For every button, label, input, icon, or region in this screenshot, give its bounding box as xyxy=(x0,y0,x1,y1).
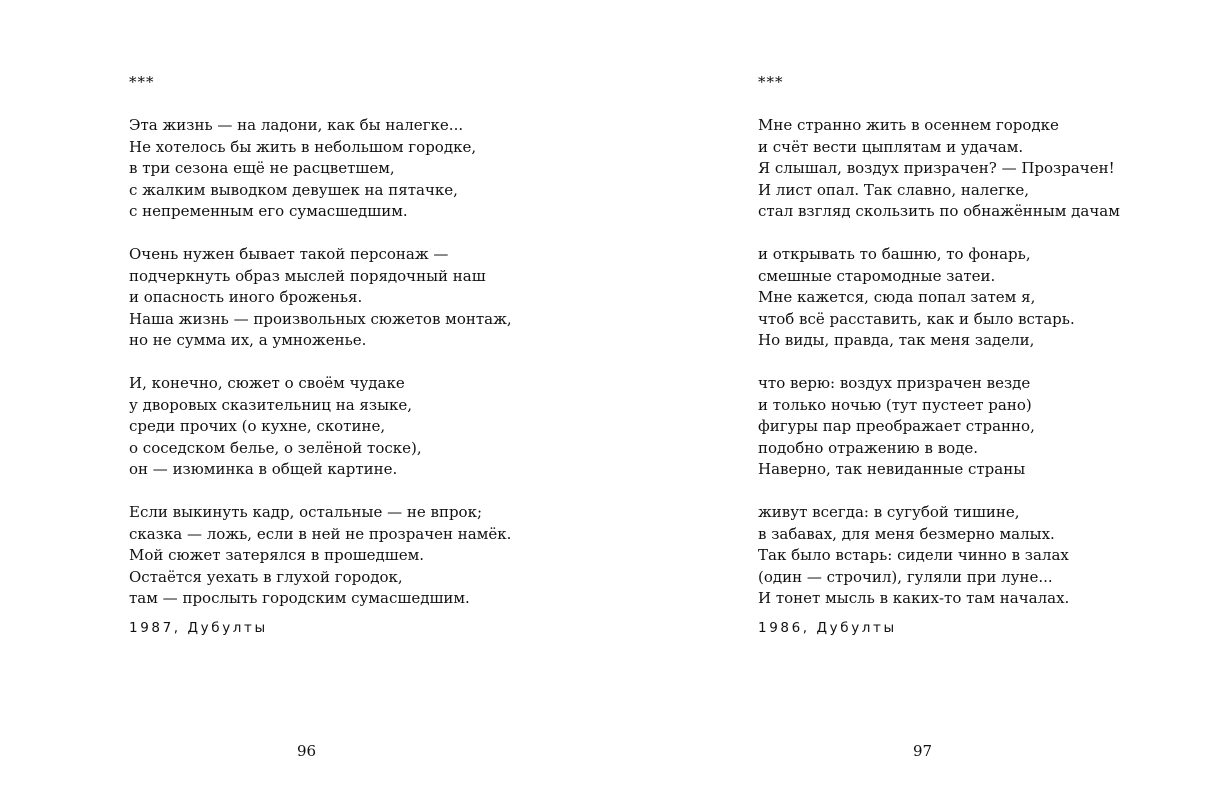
poem-line: Так было встарь: сидели чинно в залах xyxy=(758,546,1069,564)
stanza-1 xyxy=(129,115,512,223)
poem-line: среди прочих (о кухне, скотине, xyxy=(129,417,386,435)
poem-date-place: 1986, Дубулты xyxy=(758,620,897,636)
poem-line: Мой сюжет затерялся в прошедшем. xyxy=(129,546,425,564)
poem-line: что верю: воздух призрачен везде xyxy=(758,374,1031,392)
poem-line: фигуры пар преображает странно, xyxy=(758,417,1035,435)
poem-line: Мне странно жить в осеннем городке xyxy=(758,116,1059,134)
poem-line: Я слышал, воздух призрачен? — Прозрачен! xyxy=(758,159,1115,177)
poem-line: стал взгляд скользить по обнажённым дачам xyxy=(758,202,1120,220)
poem-line: в забавах, для меня безмерно малых. xyxy=(758,524,1055,543)
poem-line: Не хотелось бы жить в небольшом городке, xyxy=(129,137,477,156)
poem-line: с жалким выводком девушек на пятачке, xyxy=(129,180,458,199)
poem-line: И тонет мысль в каких-то там началах. xyxy=(758,589,1070,607)
poem-line: Мне кажется, сюда попал затем я, xyxy=(758,288,1036,306)
poem-left xyxy=(129,72,512,638)
page-number: 96 xyxy=(297,742,317,760)
poem-line: у дворовых сказительниц на языке, xyxy=(129,395,413,414)
stanza-4 xyxy=(758,502,1120,610)
poem-line: смешные старомодные затеи. xyxy=(758,266,996,285)
poem-line: чтоб всё расставить, как и было встарь. xyxy=(758,309,1075,328)
page-number: 97 xyxy=(913,742,933,760)
poem-line: Эта жизнь — на ладони, как бы налегке... xyxy=(129,116,464,134)
stanza-4 xyxy=(129,502,512,610)
poem-line: в три сезона ещё не расцветшем, xyxy=(129,159,395,177)
poem-line: он — изюминка в общей картине. xyxy=(129,460,398,478)
poem-separator: *** xyxy=(758,73,784,91)
poem-line: но не сумма их, а умноженье. xyxy=(129,331,367,349)
poem-line: и только ночью (тут пустеет рано) xyxy=(758,395,1032,414)
poem-line: И, конечно, сюжет о своём чудаке xyxy=(129,374,405,392)
poem-line: там — прослыть городским сумасшедшим. xyxy=(129,589,470,607)
poem-line: подобно отражению в воде. xyxy=(758,438,979,457)
poem-separator: *** xyxy=(129,73,155,91)
stanza-3 xyxy=(758,373,1120,481)
right-page xyxy=(615,0,1230,800)
poem-line: живут всегда: в сугубой тишине, xyxy=(758,503,1020,521)
poem-line: о соседском белье, о зелёной тоске), xyxy=(129,438,422,457)
poem-line: Наша жизнь — произвольных сюжетов монтаж, xyxy=(129,309,512,328)
poem-line: (один — строчил), гуляли при луне... xyxy=(758,567,1053,586)
poem-line: Остаётся уехать в глухой городок, xyxy=(129,567,403,586)
poem-line: подчеркнуть образ мыслей порядочный наш xyxy=(129,266,486,285)
poem-line: и счёт вести цыплятам и удачам. xyxy=(758,137,1024,156)
poem-date-place: 1987, Дубулты xyxy=(129,620,268,636)
poem-line: с непременным его сумасшедшим. xyxy=(129,202,408,220)
poem-line: Наверно, так невиданные страны xyxy=(758,460,1026,478)
stanza-2 xyxy=(758,244,1120,352)
poem-line: Если выкинуть кадр, остальные — не впрок; xyxy=(129,503,483,521)
poem-right xyxy=(758,72,1120,638)
poem-line: Очень нужен бывает такой персонаж — xyxy=(129,245,449,263)
poem-line: Но виды, правда, так меня задели, xyxy=(758,331,1035,349)
stanza-3 xyxy=(129,373,512,481)
poem-line: и открывать то башню, то фонарь, xyxy=(758,245,1031,263)
poem-line: и опасность иного броженья. xyxy=(129,288,363,306)
stanza-2 xyxy=(129,244,512,352)
poem-line: И лист опал. Так славно, налегке, xyxy=(758,180,1030,199)
stanza-1 xyxy=(758,115,1120,223)
poem-line: сказка — ложь, если в ней не прозрачен намёк. xyxy=(129,524,512,543)
